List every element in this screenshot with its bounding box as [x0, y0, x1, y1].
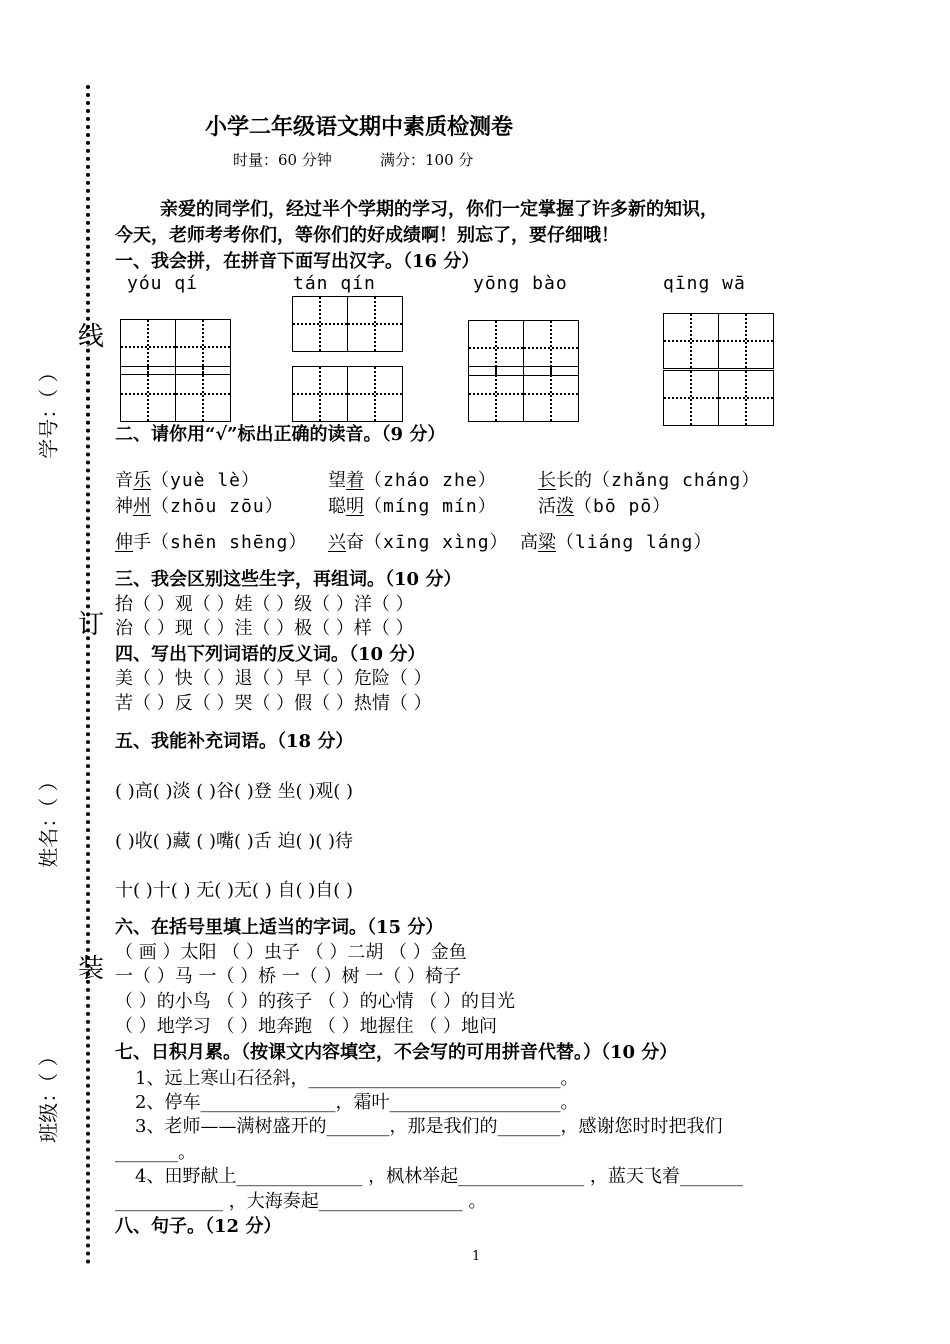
reading-item-8[interactable]: 兴奋（xīng xìng）: [328, 532, 509, 553]
section-7-line-3[interactable]: 3、老师——满树盛开的_______，那是我们的_______，感谢您时时把我们: [135, 1116, 723, 1137]
section-6-row-4[interactable]: （ ）地学习 （ ）地奔跑 （ ）地握住 （ ）地问: [115, 1016, 498, 1037]
section-8-title: 八、句子。（12 分）: [115, 1216, 282, 1237]
reading-item-1[interactable]: 音乐（yuè lè）: [115, 470, 261, 491]
pinyin-2: tán qín: [293, 273, 376, 294]
pinyin-3: yōng bào: [473, 273, 568, 294]
time-limit: 时量：60 分钟: [233, 151, 332, 169]
section-6-row-3[interactable]: （ ）的小鸟 （ ）的孩子 （ ）的心情 （ ）的目光: [115, 991, 516, 1012]
section-7-title: 七、日积月累。（按课文内容填空，不会写的可用拼音代替。）（10 分）: [115, 1042, 678, 1063]
writing-grid-4b[interactable]: [663, 370, 774, 426]
writing-grid-3b[interactable]: [468, 366, 579, 422]
margin-fold-label: 装: [78, 954, 105, 984]
writing-grid-2a[interactable]: [292, 296, 403, 352]
intro-line-2: 今天，老师考考你们，等你们的好成绩啊！别忘了，要仔细哦！: [115, 225, 619, 246]
section-4-row-1[interactable]: 美（ ）快（ ）退（ ）早（ ）危险（ ）: [115, 668, 432, 689]
class-field[interactable]: 班级：（ ）: [36, 1046, 61, 1143]
reading-item-9[interactable]: 高粱（liáng láng）: [520, 532, 713, 553]
page-title: 小学二年级语文期中素质检测卷: [205, 114, 514, 140]
reading-item-4[interactable]: 神州（zhōu zōu）: [115, 496, 284, 517]
section-7-line-5[interactable]: 4、田野献上______________ ，枫林举起______________ ，蓝天飞着_______: [135, 1166, 743, 1187]
reading-item-7[interactable]: 伸手（shēn shēng）: [115, 532, 308, 553]
pinyin-4: qīng wā: [663, 273, 746, 294]
section-5-title: 五、我能补充词语。（18 分）: [115, 731, 354, 752]
section-1-title: 一、我会拼，在拼音下面写出汉字。（16 分）: [115, 251, 480, 272]
section-5-row-1[interactable]: ( )高( )淡 ( )谷( )登 坐( )观( ): [115, 781, 354, 802]
section-7-line-4[interactable]: _______。: [115, 1142, 196, 1163]
binding-dotted-line: [86, 85, 90, 1265]
reading-item-3[interactable]: 长长的（zhǎng cháng）: [538, 470, 761, 491]
section-7-line-2[interactable]: 2、停车_______________，霜叶___________________。: [135, 1092, 579, 1113]
reading-item-2[interactable]: 望着（zháo zhe）: [328, 470, 497, 491]
section-7-line-6[interactable]: ____________ ，大海奏起________________ 。: [115, 1191, 487, 1212]
margin-line-label: 线: [78, 322, 105, 352]
writing-grid-2b[interactable]: [292, 366, 403, 422]
student-id-field[interactable]: 学号：（ ）: [36, 362, 61, 459]
page-number: 1: [472, 1249, 481, 1264]
section-3-row-1[interactable]: 抬（ ）观（ ）娃（ ）级（ ）洋（ ）: [115, 594, 414, 615]
reading-item-5[interactable]: 聪明（míng mín）: [328, 496, 497, 517]
section-3-title: 三、我会区别这些生字，再组词。（10 分）: [115, 569, 462, 590]
intro-line-1: 亲爱的同学们，经过半个学期的学习，你们一定掌握了许多新的知识，: [160, 199, 718, 220]
section-4-row-2[interactable]: 苦（ ）反（ ）哭（ ）假（ ）热情（ ）: [115, 693, 432, 714]
name-field[interactable]: 姓名：（ ）: [36, 771, 61, 868]
section-5-row-2[interactable]: ( )收( )藏 ( )嘴( )舌 迫( )( )待: [115, 831, 354, 852]
section-6-title: 六、在括号里填上适当的字词。（15 分）: [115, 917, 444, 938]
full-score: 满分：100 分: [380, 151, 474, 169]
section-3-row-2[interactable]: 治（ ）现（ ）洼（ ）极（ ）样（ ）: [115, 618, 414, 639]
section-2-title: 二、请你用“√”标出正确的读音。（9 分）: [115, 424, 446, 445]
section-4-title: 四、写出下列词语的反义词。（10 分）: [115, 644, 426, 665]
margin-bind-label: 订: [78, 610, 105, 640]
section-6-row-1[interactable]: （ 画 ）太阳 （ ）虫子 （ ）二胡 （ ）金鱼: [115, 942, 467, 963]
pinyin-1: yóu qí: [127, 273, 199, 294]
reading-item-6[interactable]: 活泼（bō pō）: [538, 496, 672, 517]
section-7-line-1[interactable]: 1、远上寒山石径斜，____________________________。: [135, 1068, 579, 1089]
writing-grid-1b[interactable]: [120, 366, 231, 422]
section-6-row-2[interactable]: 一（ ）马 一（ ）桥 一（ ）树 一（ ）椅子: [115, 966, 462, 987]
writing-grid-4a[interactable]: [663, 313, 774, 369]
section-5-row-3[interactable]: 十( )十( ) 无( )无( ) 自( )自( ): [115, 880, 354, 901]
